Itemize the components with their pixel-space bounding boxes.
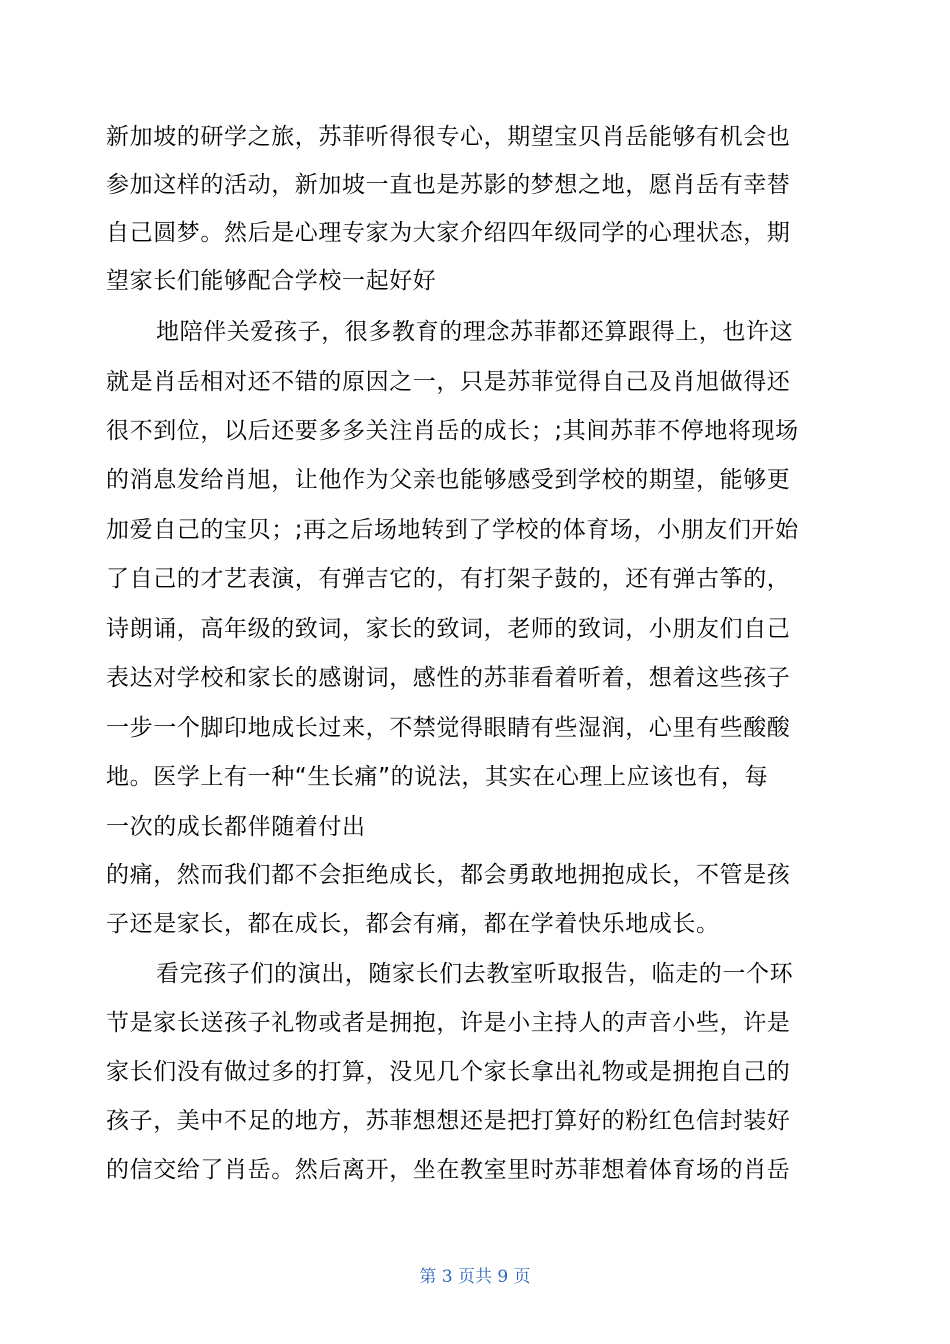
text-line: 一次的成长都伴随着付出: [106, 814, 366, 840]
text-line: 孩子，美中不足的地方，苏菲想想还是把打算好的粉红色信封装好: [106, 1108, 791, 1134]
text-line: 很不到位，以后还要多多关注肖岳的成长；;其间苏菲不停地将现场: [106, 418, 799, 444]
text-line: 加爱自己的宝贝；;再之后场地转到了学校的体育场，小朋友们开始: [106, 517, 799, 543]
text-line: 自己圆梦。然后是心理专家为大家介绍四年级同学的心理状态，期: [106, 220, 791, 246]
text-line: 地陪伴关爱孩子，很多教育的理念苏菲都还算跟得上，也许这: [156, 319, 794, 345]
text-line: 子还是家长，都在成长，都会有痛，都在学着快乐地成长。: [106, 911, 720, 937]
page-number-footer: 第 3 页共 9 页: [419, 1267, 531, 1287]
text-line: 就是肖岳相对还不错的原因之一，只是苏菲觉得自己及肖旭做得还: [106, 369, 791, 395]
text-line: 节是家长送孩子礼物或者是拥抱，许是小主持人的声音小些，许是: [106, 1010, 791, 1036]
text-line: 表达对学校和家长的感谢词，感性的苏菲看着听着，想着这些孩子: [106, 665, 791, 691]
text-line: 参加这样的活动，新加坡一直也是苏影的梦想之地，愿肖岳有幸替: [106, 172, 791, 198]
text-line: 的消息发给肖旭，让他作为父亲也能够感受到学校的期望，能够更: [106, 467, 791, 493]
text-line: 地。医学上有一种“生长痛”的说法，其实在心理上应该也有，每: [106, 764, 769, 790]
text-line: 的信交给了肖岳。然后离开，坐在教室里时苏菲想着体育场的肖岳: [106, 1157, 791, 1183]
text-line: 看完孩子们的演出，随家长们去教室听取报告，临走的一个环: [156, 961, 794, 987]
text-line: 了自己的才艺表演，有弹吉它的，有打架子鼓的，还有弹古筝的，: [106, 566, 791, 592]
text-line: 的痛，然而我们都不会拒绝成长，都会勇敢地拥抱成长，不管是孩: [106, 862, 791, 888]
text-line: 一步一个脚印地成长过来，不禁觉得眼睛有些湿润，心里有些酸酸: [106, 715, 791, 741]
text-line: 望家长们能够配合学校一起好好: [106, 268, 437, 294]
text-line: 新加坡的研学之旅，苏菲听得很专心，期望宝贝肖岳能够有机会也: [106, 124, 791, 150]
text-line: 家长们没有做过多的打算，没见几个家长拿出礼物或是拥抱自己的: [106, 1059, 791, 1085]
text-line: 诗朗诵，高年级的致词，家长的致词，老师的致词，小朋友们自己: [106, 616, 791, 642]
